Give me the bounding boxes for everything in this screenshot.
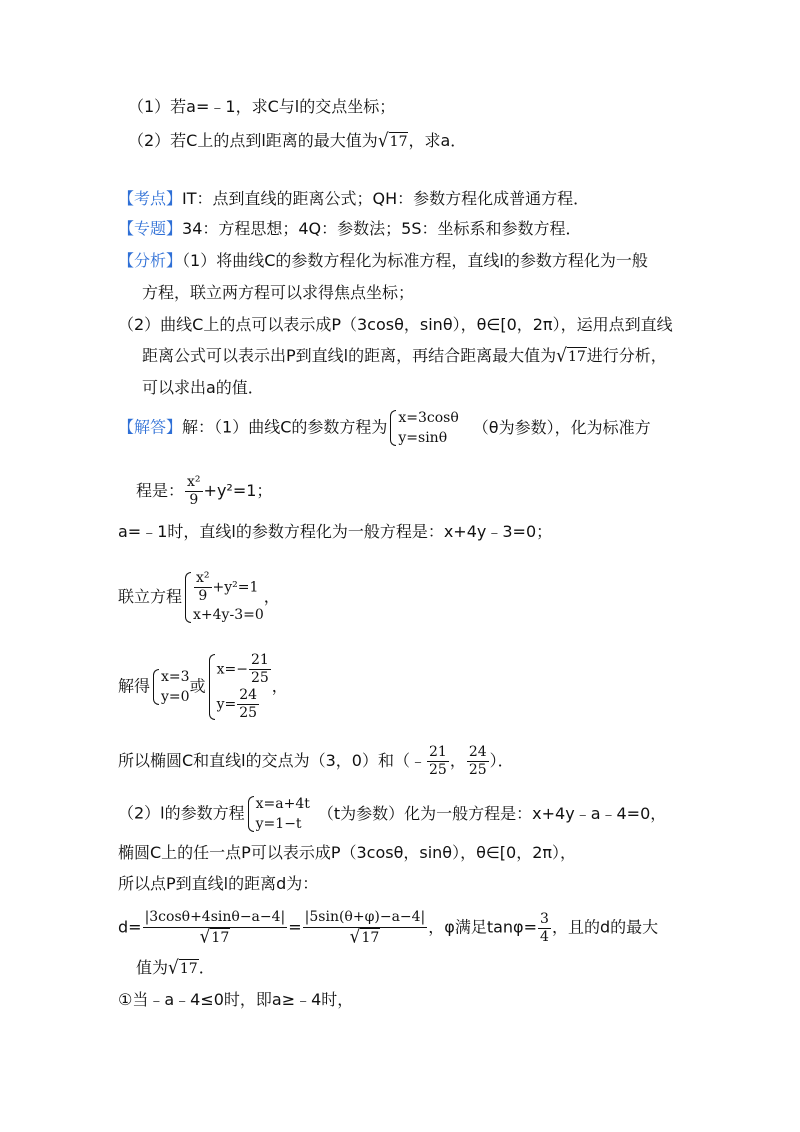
fraction-24-25: $\frac{24}{25}$	[468, 744, 487, 778]
jieda-line-8: 椭圆C上的任一点P可以表示成P（3cosθ，sinθ），θ∈[0，2π），	[118, 843, 577, 862]
jieda-line-12: ①当﹣a﹣4≤0时，即a≥﹣4时，	[118, 990, 354, 1009]
jieda-line-6: 所以椭圆C和直线l的交点为（3，0）和（﹣ $\frac{21}{25}$ ， $\frac{24}{25}$ ）．	[118, 744, 514, 778]
zhuanti-line: 【专题】34：方程思想；4Q：参数法；5S：坐标系和参数方程．	[118, 219, 582, 238]
question-1: （1）若a=﹣1，求C与l的交点坐标；	[128, 97, 396, 116]
jieda-line-10: d= $\frac{|3\cos\theta+4\sin\theta-a-4|}{√17}$ = $\frac{|5\sin(\theta+\varphi)-a-4|}{√17}$ ，φ满足tanφ= $\frac{3}{4}$ ，且的d的最大	[118, 909, 659, 948]
solution-system-1: x=3 y=0	[152, 667, 190, 707]
distance-fraction-1: $\frac{|3\cos\theta+4\sin\theta-a-4|}{√17}$	[144, 909, 286, 948]
sqrt-17: √17	[556, 345, 586, 367]
fenxi-tag: 【分析】	[118, 251, 183, 270]
fenxi-line-4: 距离公式可以表示出P到直线l的距离，再结合距离最大值为√17进行分析，	[142, 345, 667, 367]
question-2: （2）若C上的点到l距离的最大值为√17，求a．	[128, 130, 467, 152]
jieda-line-1: 【解答】解：（1）曲线C的参数方程为 x=3cosθ y=sinθ （θ为参数），化为标准方	[118, 410, 651, 446]
solution-system-2: x=− $\frac{21}{25}$ y= $\frac{24}{25}$	[208, 652, 272, 722]
param-system-line-l: x=a+4t y=1−t	[247, 794, 310, 834]
fraction-3-4: $\frac{3}{4}$	[540, 910, 549, 945]
jieda-line-7: （2）l的参数方程 x=a+4t y=1−t （t为参数）化为一般方程是：x+4y﹣a﹣4=0，	[118, 796, 667, 832]
kaodian-line: 【考点】IT：点到直线的距离公式；QH：参数方程化成普通方程．	[118, 189, 590, 208]
jieda-line-3: a=﹣1时，直线l的参数方程化为一般方程是：x+4y﹣3=0；	[118, 522, 553, 541]
fraction-21-25: $\frac{21}{25}$	[428, 744, 447, 778]
kaodian-tag: 【考点】	[118, 189, 183, 208]
fenxi-line-3: （2）曲线C上的点可以表示成P（3cosθ，sinθ），θ∈[0，2π），运用点到直线	[118, 315, 673, 334]
fenxi-line-2: 方程，联立两方程可以求得焦点坐标；	[142, 283, 415, 302]
fraction-x2-over-9: $\frac{\text{x²}}{9}$	[187, 474, 201, 508]
joint-equation-system: $\frac{\text{x²}}{9}$ +y²=1 x+4y-3=0	[184, 570, 264, 625]
jieda-tag: 【解答】	[118, 417, 183, 437]
jieda-line-9: 所以点P到直线l的距离d为：	[118, 874, 319, 893]
distance-fraction-2: $\frac{|5\sin(\theta+\varphi)-a-4|}{√17}$	[304, 909, 426, 948]
fenxi-line-1: 【分析】（1）将曲线C的参数方程化为标准方程，直线l的参数方程化为一般	[118, 251, 648, 270]
jieda-line-2: 程是： $\frac{\text{x²}}{9}$ +y²=1；	[136, 474, 273, 508]
sqrt-17: √17	[168, 957, 198, 979]
jieda-line-11: 值为√17．	[136, 957, 215, 979]
sqrt-17: √17	[377, 130, 408, 152]
zhuanti-tag: 【专题】	[118, 219, 183, 238]
fenxi-line-5: 可以求出a的值．	[142, 378, 264, 397]
jieda-line-5: 解得 x=3 y=0 或 x=− $\frac{21}{25}$ y= $\frac{24}{25}$ ，	[118, 652, 288, 721]
param-system-curve-c: x=3cosθ y=sinθ	[389, 408, 458, 448]
jieda-line-4: 联立方程 $\frac{\text{x²}}{9}$ +y²=1 x+4y-3=0 ，	[118, 570, 280, 623]
